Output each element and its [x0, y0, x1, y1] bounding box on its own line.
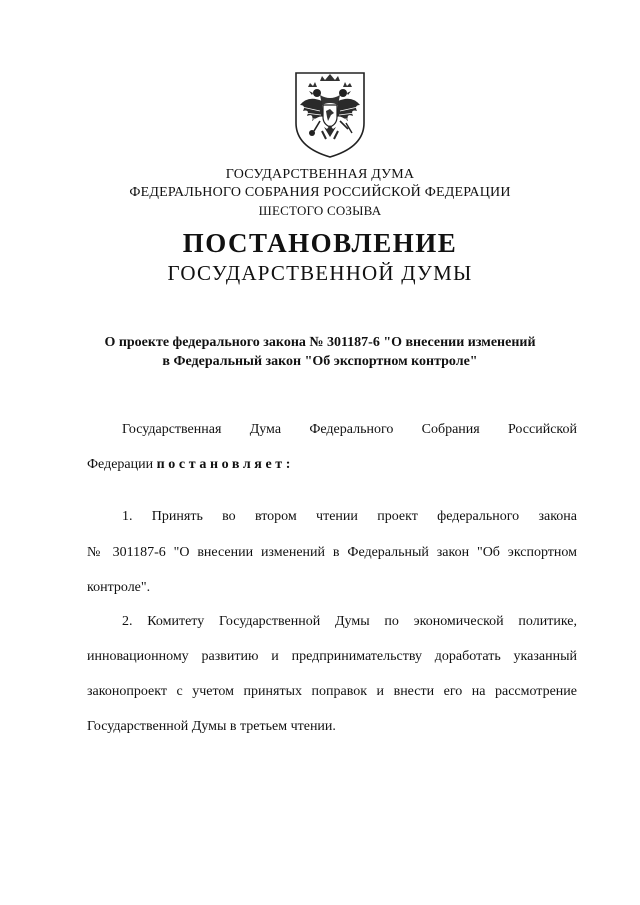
subject-line-1: О проекте федерального закона № 301187-6 "О внесении изменений: [104, 335, 536, 350]
document-type-title: ПОСТАНОВЛЕНИЕ: [182, 228, 458, 258]
paragraph-2-line-2: инновационному развитию и предпринимательству доработать указанный: [87, 649, 577, 664]
paragraph-2-line-4: Государственной Думы в третьем чтении.: [87, 719, 336, 734]
preamble-line-2: [87, 457, 294, 473]
parliament-name: ГОСУДАРСТВЕННАЯ ДУМА: [225, 167, 415, 182]
parliament-full-name: ФЕДЕРАЛЬНОГО СОБРАНИЯ РОССИЙСКОЙ ФЕДЕРАЦИИ: [129, 185, 511, 200]
convocation: ШЕСТОГО СОЗЫВА: [258, 203, 382, 218]
resolves-word: постановляет:: [156, 457, 295, 472]
subject-line-2: в Федеральный закон "Об экспортном контроле": [162, 354, 478, 369]
paragraph-1-line-3: контроле".: [87, 580, 151, 595]
paragraph-1-line-1: 1. Принять во втором чтении проект федерального закона: [122, 509, 577, 524]
paragraph-2-line-3: законопроект с учетом принятых поправок и внести его на рассмотрение: [87, 684, 577, 699]
preamble-line-2-start: Федерации: [87, 457, 154, 472]
document-issuer: ГОСУДАРСТВЕННОЙ ДУМЫ: [167, 261, 473, 285]
paragraph-2-line-1: 2. Комитету Государственной Думы по экономической политике,: [122, 614, 577, 629]
paragraph-1-line-2: № 301187-6 "О внесении изменений в Федеральный закон "Об экспортном: [87, 545, 577, 560]
coat-of-arms-emblem: [290, 71, 370, 159]
preamble-line-1: Государственная Дума Федерального Собрания Российской: [122, 422, 577, 437]
